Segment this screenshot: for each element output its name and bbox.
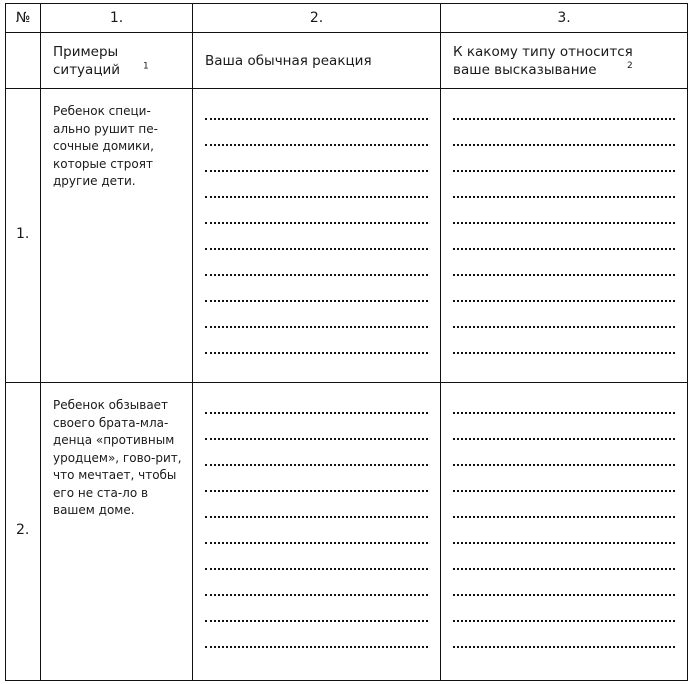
answer-line[interactable] xyxy=(453,646,675,648)
answer-line[interactable] xyxy=(205,568,428,570)
answer-line[interactable] xyxy=(453,516,675,518)
header-reaction xyxy=(193,33,441,89)
row-number: 2. xyxy=(6,383,41,681)
footnote-2: 2 xyxy=(627,61,633,71)
answer-line[interactable] xyxy=(205,170,428,172)
answer-line[interactable] xyxy=(205,438,428,440)
answer-line[interactable] xyxy=(205,412,428,414)
answer-line[interactable] xyxy=(205,352,428,354)
situation-text: Ребенок обзывает своего брата-мла-денца «противным уродцем», гово-рит, что мечтает, чтобы его не ста-ло в вашем доме. xyxy=(41,383,193,681)
answer-line[interactable] xyxy=(205,490,428,492)
answer-line[interactable] xyxy=(205,248,428,250)
answer-line[interactable] xyxy=(205,222,428,224)
answer-line[interactable] xyxy=(205,464,428,466)
answer-line[interactable] xyxy=(453,620,675,622)
answer-line[interactable] xyxy=(205,274,428,276)
answer-line[interactable] xyxy=(453,438,675,440)
answer-line[interactable] xyxy=(453,490,675,492)
answer-line[interactable] xyxy=(205,144,428,146)
answer-line[interactable] xyxy=(453,412,675,414)
worksheet-table xyxy=(5,3,688,681)
answer-line[interactable] xyxy=(453,352,675,354)
table-row xyxy=(6,383,688,681)
header-empty xyxy=(6,33,41,89)
type-answer-area[interactable] xyxy=(441,89,688,383)
answer-line[interactable] xyxy=(205,326,428,328)
answer-line[interactable] xyxy=(205,196,428,198)
reaction-answer-area[interactable] xyxy=(193,89,441,383)
header-situations-text: Примеры ситуаций xyxy=(53,43,121,78)
answer-line[interactable] xyxy=(453,170,675,172)
answer-line[interactable] xyxy=(453,542,675,544)
answer-line[interactable] xyxy=(453,594,675,596)
answer-line[interactable] xyxy=(205,516,428,518)
header-number-1: 1. xyxy=(41,4,193,33)
header-reaction-text: Ваша обычная реакция xyxy=(205,52,372,69)
column-header-row xyxy=(6,33,688,89)
row-number: 1. xyxy=(6,89,41,383)
header-type xyxy=(441,33,688,89)
answer-line[interactable] xyxy=(453,568,675,570)
answer-line[interactable] xyxy=(205,118,428,120)
answer-line[interactable] xyxy=(205,646,428,648)
answer-line[interactable] xyxy=(205,620,428,622)
column-number-row xyxy=(6,4,688,33)
header-type-text: К какому типу относится ваше высказывание xyxy=(453,43,633,78)
answer-line[interactable] xyxy=(453,464,675,466)
answer-line[interactable] xyxy=(453,222,675,224)
header-number-3: 3. xyxy=(441,4,688,33)
answer-line[interactable] xyxy=(453,118,675,120)
situation-text: Ребенок специ-ально рушит пе-сочные домики, которые строят другие дети. xyxy=(41,89,193,383)
answer-line[interactable] xyxy=(453,300,675,302)
answer-line[interactable] xyxy=(453,326,675,328)
answer-line[interactable] xyxy=(453,248,675,250)
header-number-2: 2. xyxy=(193,4,441,33)
table-row xyxy=(6,89,688,383)
type-answer-area[interactable] xyxy=(441,383,688,681)
answer-line[interactable] xyxy=(205,594,428,596)
answer-line[interactable] xyxy=(453,144,675,146)
header-situations xyxy=(41,33,193,89)
footnote-1: 1 xyxy=(143,61,149,71)
answer-line[interactable] xyxy=(453,196,675,198)
answer-line[interactable] xyxy=(205,542,428,544)
reaction-answer-area[interactable] xyxy=(193,383,441,681)
answer-line[interactable] xyxy=(205,300,428,302)
answer-line[interactable] xyxy=(453,274,675,276)
header-no: № xyxy=(6,4,41,33)
